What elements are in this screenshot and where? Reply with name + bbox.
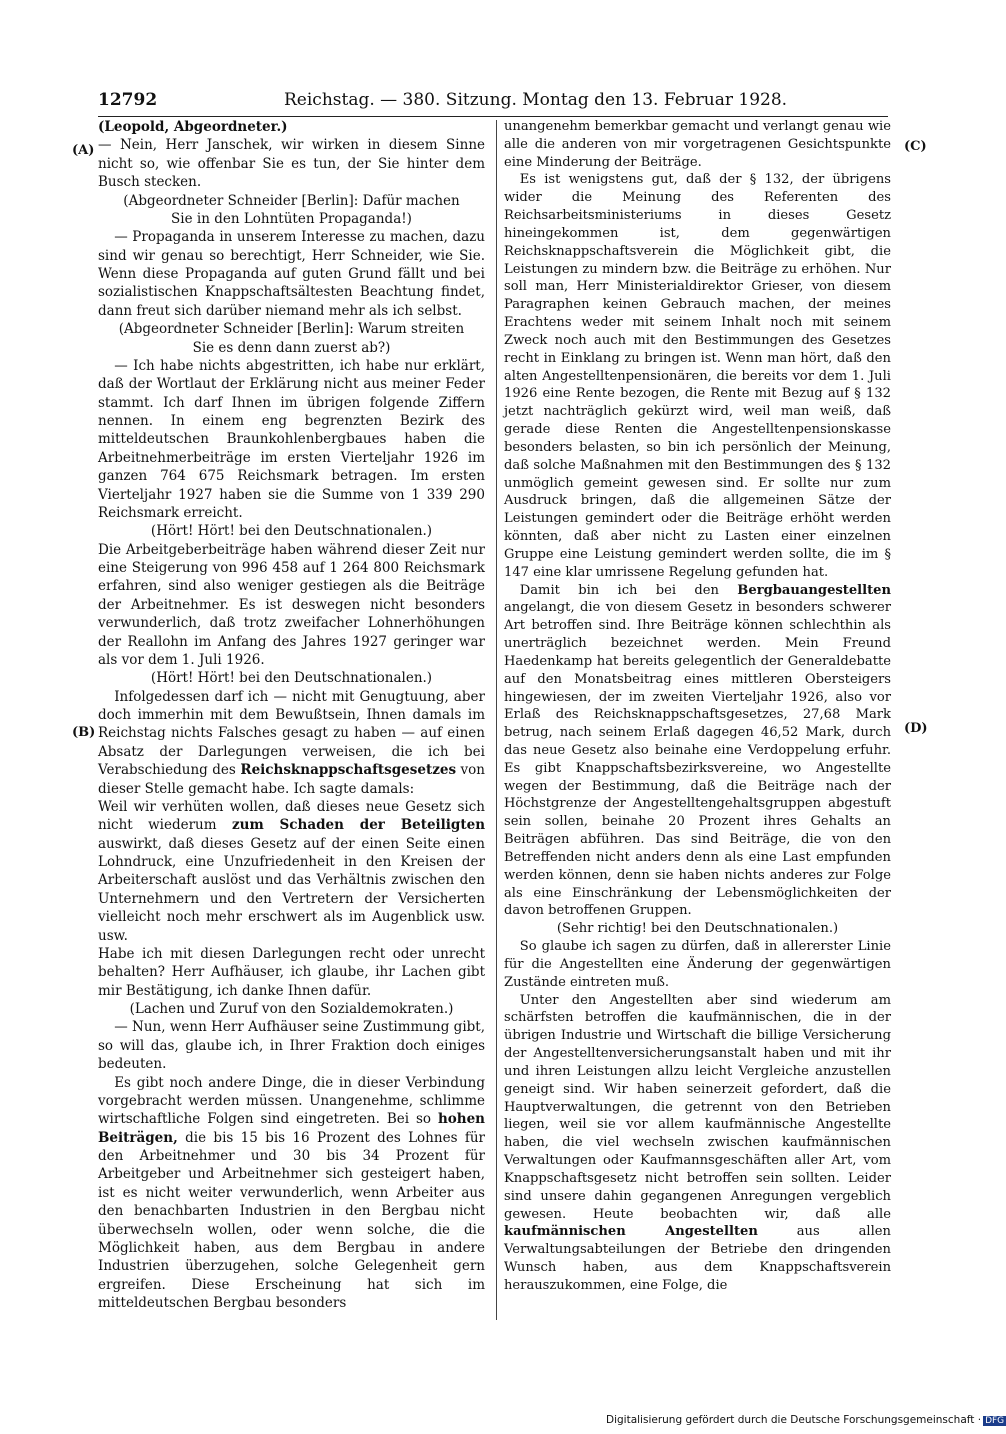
block-quote: Weil wir verhüten wollen, daß dieses neue Gesetz sich nicht wiederum zum Schaden der Beteiligten auswirkt, daß dieses Gesetz auf der einen Seite einen Lohndruck, eine Unzufriedenheit in den Kreisen der Arbeiterschaft auslöst und das Verhältnis zwischen den Unternehmern und den Vertretern der Versicherten vielleicht noch mehr erschwert als im Augenblick usw. usw. xyxy=(98,798,486,944)
interjection: (Abgeordneter Schneider [Berlin]: Warum streiten Sie es denn dann zuerst ab?) xyxy=(118,321,465,356)
paragraph: — Nein, Herr Janschek, wir wirken in diesem Sinne nicht so, wie offenbar Sie es tun, der Sie hinter dem Busch stecken. xyxy=(98,137,485,191)
margin-marker-d: (D) xyxy=(904,721,928,736)
emphasis: Bergbauangestellten xyxy=(737,582,891,598)
interjection: (Sehr richtig! bei den Deutschnationalen.) xyxy=(556,921,839,937)
margin-marker-c: (C) xyxy=(904,139,927,154)
interjection: (Abgeordneter Schneider [Berlin]: Dafür machen Sie in den Lohntüten Propaganda!) xyxy=(123,192,460,227)
paragraph: — Ich habe nichts abgestritten, ich habe nur erklärt, daß der Wortlaut der Erklärung nicht aus meiner Feder stammt. Ich darf Ihnen im übrigen folgende Ziffern nennen. In einem eng begrenzten Bezirk des mitteldeutschen Braunkohlenbergbaues haben die Arbeitnehmerbeiträge im ersten Vierteljahr 1926 im ganzen 764 675 Reichsmark betragen. Im ersten Vierteljahr 1927 haben sie die Summe von 1 339 290 Reichsmark erreicht. xyxy=(98,357,485,521)
footer-text: Digitalisierung gefördert durch die Deutsche Forschungsgemeinschaft · xyxy=(606,1414,982,1426)
paragraph: Damit bin ich bei den Bergbauangestellten angelangt, die von diesem Gesetz in besonders schwerer Art betroffen sind. Ihre Beiträge können schlechthin als unerträglich bezeichnet werden. Mein Freund Haedenkamp hat bereits gelegentlich der Generaldebatte auf den Monatsbeitrag eines mittleren Obersteigers hingewiesen, der im zweiten Vierteljahr 1926, also vor Erlaß des Reichsknappschaftsgesetzes, 27,68 Mark betrug, nach seinem Erlaß dagegen 46,52 Mark, durch das neue Gesetz also beinahe eine Verdoppelung erfuhr. Es gibt Knappschaftsbezirksvereine, wo Angestellte wegen der Bestimmung, daß die Beiträge nach der Höchstgrenze der Angestelltengehaltsgruppen abgestuft sein sollen, beinahe 20 Prozent ihres Gehalts an Beiträgen abführen. Das sind Beiträge, die von den Betreffenden nicht anders denn als eine Last empfunden werden können, denn sie haben nichts anderes zur Folge als eine Einschränkung der Lebensmöglichkeiten der davon betroffenen Gruppen. xyxy=(504,582,891,919)
paragraph: Habe ich mit diesen Darlegungen recht oder unrecht behalten? Herr Aufhäuser, ich glaube, ihr Lachen gibt mir Bestätigung, ich danke Ihnen dafür. xyxy=(98,945,485,999)
interjection: (Hört! Hört! bei den Deutschnationalen.) xyxy=(150,523,433,540)
digitization-footer xyxy=(606,1414,1006,1426)
paragraph: Unter den Angestellten aber sind wiederum am schärfsten betroffen die kaufmännischen, die in der übrigen Industrie und Wirtschaft die billige Versicherung der Angestelltenversicherungsanstalt haben und mit ihr und ihren Leistungen allzu leicht Vergleiche anzustellen geneigt sind. Wir haben seinerzeit gefordert, daß die Hauptverwaltungen, die getrennt von den Betrieben liegen, weil sie vor allem kaufmännische Angestellte haben, die viel wechseln zwischen kaufmännischen Verwaltungen oder Kaufmannsgeschäften aller Art, vom Knappschaftsgesetz nicht betroffen sein sollten. Leider sind unsere dahin gegangenen Anregungen vergeblich gewesen. Heute beobachten wir, daß alle kaufmännischen Angestellten aus allen Verwaltungsabteilungen der Betriebe den dringenden Wunsch haben, aus dem Knappschaftsverein herauszukommen, eine Folge, die xyxy=(504,992,891,1293)
paragraph: unangenehm bemerkbar gemacht und verlangt genau wie alle die anderen von mir vorgetragenen Gesichtspunkte eine Minderung der Beiträge. xyxy=(504,119,891,170)
emphasis: hohen Beiträgen, xyxy=(98,1111,485,1146)
interjection: (Hört! Hört! bei den Deutschnationalen.) xyxy=(150,670,433,687)
column-divider xyxy=(496,120,497,1320)
margin-marker-b: (B) xyxy=(72,725,96,740)
paragraph: Die Arbeitgeberbeiträge haben während dieser Zeit nur eine Steigerung von 996 458 auf 1 264 800 Reichsmark erfahren, sind also weniger gestiegen als die Beiträge der Arbeitnehmer. Es ist deswegen nicht besonders verwunderlich, daß trotz zweifacher Lohnerhöhungen der Reallohn im Anfang des Jahres 1927 geringer war als vor dem 1. Juli 1926. xyxy=(98,541,485,668)
right-column xyxy=(504,118,891,1295)
page-header xyxy=(98,90,888,116)
running-title: Reichstag. — 380. Sitzung. Montag den 13. Februar 1928. xyxy=(284,90,788,110)
speaker-label: (Leopold, Abgeordneter.) xyxy=(98,119,288,135)
paragraph: Infolgedessen darf ich — nicht mit Genugtuung, aber doch immerhin mit dem Bewußtsein, Ihnen damals im Reichstag nichts Falsches gesagt zu haben — auf einen Absatz der Darlegungen verweisen, die ich bei Verabschiedung des Reichsknappschaftsgesetzes von dieser Stelle gemacht habe. Ich sagte damals: xyxy=(98,688,485,797)
dfg-logo: DFG xyxy=(985,1416,1005,1426)
paragraph: Es gibt noch andere Dinge, die in dieser Verbindung vorgebracht werden müssen. Unangenehme, schlimme wirtschaftliche Folgen sind eingetreten. Bei so hohen Beiträgen, die bis 15 bis 16 Prozent des Lohnes für den Arbeitnehmer und 30 bis 34 Prozent für Arbeitgeber und Arbeitnehmer sich gesteigert haben, ist es nicht weiter verwunderlich, wenn Arbeiter aus den benachbarten Industrien in den Bergbau nicht überwechseln wollen, oder wenn solche, die die Möglichkeit haben, aus dem Bergbau in andere Industrien überzugehen, solche Gelegenheit gern ergreifen. Diese Erscheinung hat sich im mitteldeutschen Bergbau besonders xyxy=(98,1074,485,1311)
paragraph: — Propaganda in unserem Interesse zu machen, dazu sind wir genau so berechtigt, Herr Schneider, wie Sie. Wenn diese Propaganda auf guten Grund fällt und bei sozialistischen Knappschaftsältesten Beachtung findet, dann freut sich darüber niemand mehr als ich selbst. xyxy=(98,229,485,319)
page-number: 12792 xyxy=(98,90,158,110)
paragraph: Es ist wenigstens gut, daß der § 132, der übrigens wider die Meinung des Referenten des Reichsarbeitsministeriums in dieses Gesetz hineingekommen ist, dem gegenwärtigen Reichsknappschaftsverein die Möglichkeit gibt, die Leistungen zu mindern bzw. die Beiträge zu erhöhen. Nur soll man, Herr Ministerialdirektor Grieser, von diesem Paragraphen keinen Gebrauch machen, der meines Erachtens weder mit seinem Inhalt noch mit seinem Zweck noch auch mit den Bestimmungen des Gesetzes recht in Einklang zu bringen ist. Wenn man hört, daß den alten Angestelltenpensionären, die bereits vor dem 1. Juli 1926 eine Rente bezogen, die Rente mit Bezug auf § 132 jetzt nachträglich gekürzt wird, weil man weiß, daß gerade diese Renten die Angestelltenpensionskasse besonders belasten, so bin ich persönlich der Meinung, daß solche Maßnahmen mit den Bestimmungen des § 132 unmöglich gemeint gewesen sind. Er sollte nur zum Ausdruck bringen, daß die allgemeinen Sätze der Leistungen gemindert oder die Beiträge erhöht werden könnten, daß aber nicht zu Lasten einer einzelnen Gruppe eine Leistung gemindert werden sollte, die im § 147 eine klar umrissene Regelung gefunden hat. xyxy=(504,172,891,580)
interjection: (Lachen und Zuruf von den Sozialdemokraten.) xyxy=(129,1001,454,1017)
emphasis: zum Schaden der Beteiligten xyxy=(231,817,486,834)
paragraph: So glaube ich sagen zu dürfen, daß in allererster Linie für die Angestellten eine Änderung der gegenwärtigen Zustände eintreten muß. xyxy=(504,939,891,990)
margin-marker-a: (A) xyxy=(72,143,95,158)
paragraph: — Nun, wenn Herr Aufhäuser seine Zustimmung gibt, so will das, glaube ich, in Ihrer Fraktion doch einiges bedeuten. xyxy=(98,1019,485,1073)
left-column xyxy=(98,118,485,1312)
header-rule xyxy=(98,116,888,117)
emphasis: Reichsknappschaftsgesetzes xyxy=(240,762,457,779)
emphasis: kaufmännischen Angestellten xyxy=(504,1224,758,1240)
